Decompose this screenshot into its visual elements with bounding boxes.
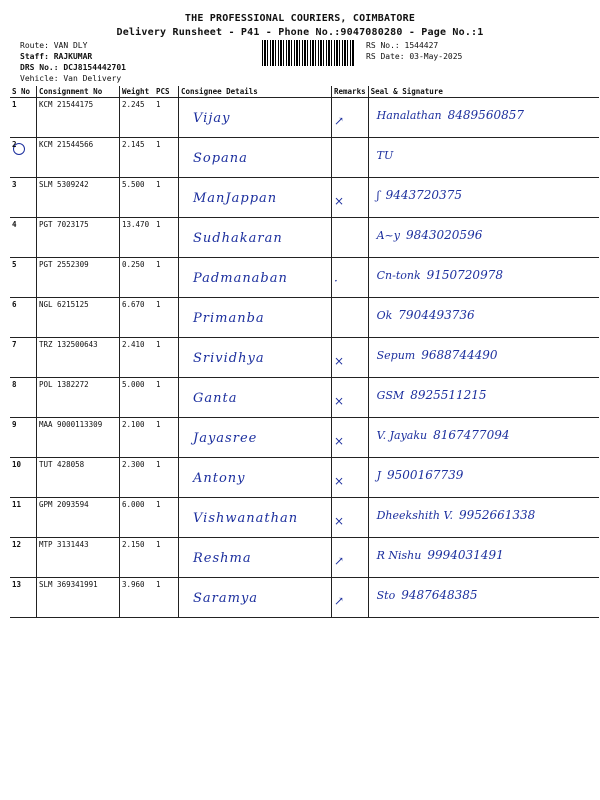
signature-text: GSM (376, 389, 405, 402)
consignee-cell (179, 578, 332, 618)
serial-number: 5 (10, 258, 37, 298)
signature-cell (368, 538, 599, 578)
signature-text: Sto (376, 589, 396, 602)
col-weight: Weight (120, 86, 155, 98)
serial-number: 2 (10, 138, 37, 178)
signature-cell (368, 578, 599, 618)
table-row (10, 538, 599, 578)
remarks-cell (332, 418, 369, 458)
signature-cell (368, 458, 599, 498)
weight-value: 6.670 (120, 298, 155, 338)
table-row (10, 338, 599, 378)
company-title: THE PROFESSIONAL COURIERS, COIMBATORE (184, 13, 416, 24)
signature-handwritten (377, 108, 597, 122)
pcs-value: 1 (154, 418, 179, 458)
remarks-cell (332, 218, 369, 258)
consignment-number: PGT 2552309 (37, 258, 120, 298)
signature-phone: 9500167739 (387, 468, 464, 482)
consignee-name-handwritten: Vishwanathan (193, 511, 299, 526)
staff-label: Staff: RAJKUMAR (20, 52, 93, 61)
signature-cell (368, 498, 599, 538)
consignment-number: POL 1382272 (37, 378, 120, 418)
pcs-value: 1 (154, 218, 179, 258)
consignment-number: SLM 5309242 (37, 178, 120, 218)
weight-value: 5.000 (120, 378, 155, 418)
signature-cell (368, 138, 599, 178)
consignee-cell (179, 218, 332, 258)
remark-mark: ↗ (334, 114, 345, 128)
signature-handwritten (377, 268, 597, 282)
consignee-name-handwritten: Sudhakaran (193, 231, 283, 246)
col-signature: Seal & Signature (368, 86, 599, 98)
consignee-name-handwritten: Sopana (193, 151, 248, 166)
consignee-cell (179, 458, 332, 498)
signature-handwritten (377, 188, 597, 202)
consignment-number: KCM 21544175 (37, 98, 120, 138)
consignee-cell (179, 298, 332, 338)
consignee-cell (179, 338, 332, 378)
serial-number: 6 (10, 298, 37, 338)
signature-handwritten (377, 348, 597, 362)
pcs-value: 1 (154, 378, 179, 418)
remarks-cell (332, 458, 369, 498)
signature-cell (368, 338, 599, 378)
signature-text: Ok (376, 309, 393, 322)
remark-mark: × (334, 474, 345, 488)
weight-value: 2.100 (120, 418, 155, 458)
signature-cell (368, 378, 599, 418)
pcs-value: 1 (154, 138, 179, 178)
remark-mark: × (334, 194, 345, 208)
table-row (10, 98, 599, 138)
serial-number: 3 (10, 178, 37, 218)
table-row (10, 458, 599, 498)
table-row (10, 498, 599, 538)
signature-text: Cn-tonk (376, 269, 421, 282)
weight-value: 3.960 (120, 578, 155, 618)
consignment-number: PGT 7023175 (37, 218, 120, 258)
signature-phone: 8489560857 (447, 108, 524, 122)
serial-number: 8 (10, 378, 37, 418)
consignee-name-handwritten: Vijay (193, 111, 231, 126)
consignee-cell (179, 418, 332, 458)
signature-text: A~y (376, 229, 400, 242)
remarks-cell (332, 138, 369, 178)
pcs-value: 1 (154, 338, 179, 378)
consignment-number: KCM 21544566 (37, 138, 120, 178)
consignment-number: TRZ 132500643 (37, 338, 120, 378)
rs-date: RS Date: 03-May-2025 (366, 52, 463, 61)
signature-cell (368, 418, 599, 458)
table-row (10, 578, 599, 618)
consignee-cell (179, 138, 332, 178)
signature-text: TU (376, 149, 394, 162)
signature-phone: 9443720375 (385, 188, 462, 202)
serial-number: 10 (10, 458, 37, 498)
signature-phone: 9952661338 (458, 508, 536, 522)
remark-mark: × (334, 394, 345, 408)
consignee-cell (179, 498, 332, 538)
runsheet-table (10, 86, 599, 618)
signature-cell (368, 218, 599, 258)
weight-value: 5.500 (120, 178, 155, 218)
consignee-name-handwritten: Antony (193, 471, 246, 486)
col-pcs: PCS (154, 86, 179, 98)
barcode (262, 40, 354, 66)
serial-number: 4 (10, 218, 37, 258)
consignee-name-handwritten: Padmanaban (193, 271, 288, 286)
consignee-name-handwritten: Jayasree (193, 431, 258, 446)
route-label: Route: VAN DLY (20, 41, 88, 50)
signature-text: Sepum (376, 349, 416, 362)
pcs-value: 1 (154, 578, 179, 618)
signature-handwritten (377, 508, 597, 522)
table-row (10, 418, 599, 458)
col-remarks: Remarks (332, 86, 369, 98)
consignee-name-handwritten: Ganta (193, 391, 238, 406)
signature-text: Hanalathan (376, 109, 442, 122)
signature-handwritten (377, 388, 597, 402)
signature-handwritten (377, 428, 597, 442)
remark-mark: × (334, 434, 345, 448)
col-sno: S No (10, 86, 37, 98)
signature-handwritten (377, 548, 597, 562)
signature-cell (368, 178, 599, 218)
remarks-cell (332, 378, 369, 418)
signature-handwritten (377, 308, 597, 322)
weight-value: 2.410 (120, 338, 155, 378)
table-row (10, 178, 599, 218)
pcs-value: 1 (154, 258, 179, 298)
weight-value: 13.470 (120, 218, 155, 258)
consignee-cell (179, 258, 332, 298)
serial-number: 12 (10, 538, 37, 578)
remarks-cell (332, 258, 369, 298)
pcs-value: 1 (154, 178, 179, 218)
consignee-cell (179, 378, 332, 418)
signature-phone: 9688744490 (421, 348, 498, 362)
consignment-number: NGL 6215125 (37, 298, 120, 338)
consignee-name-handwritten: ManJappan (193, 191, 278, 206)
remarks-cell (332, 538, 369, 578)
remark-mark: × (334, 514, 345, 528)
table-row (10, 298, 599, 338)
col-consignee: Consignee Details (179, 86, 332, 98)
remarks-cell (332, 578, 369, 618)
remark-mark: · (334, 274, 338, 288)
signature-text: R Nishu (376, 549, 422, 562)
signature-phone: 9843020596 (405, 228, 483, 242)
signature-handwritten (377, 148, 597, 162)
consignment-number: MAA 9000113309 (37, 418, 120, 458)
pcs-value: 1 (154, 458, 179, 498)
consignee-name-handwritten: Srividhya (193, 351, 265, 366)
runsheet-subtitle: Delivery Runsheet - P41 - Phone No.:9047080280 - Page No.:1 (116, 27, 484, 38)
vehicle-label: Vehicle: Van Delivery (20, 74, 122, 83)
weight-value: 6.000 (120, 498, 155, 538)
signature-phone: 9487648385 (401, 588, 478, 602)
consignee-cell (179, 538, 332, 578)
signature-text: J (376, 469, 382, 482)
consignment-number: SLM 369341991 (37, 578, 120, 618)
signature-phone: 9150720978 (426, 268, 503, 282)
rs-number: RS No.: 1544427 (366, 41, 439, 50)
weight-value: 0.250 (120, 258, 155, 298)
signature-phone: 9994031491 (427, 548, 504, 562)
consignee-name-handwritten: Reshma (193, 551, 252, 566)
consignee-cell (179, 98, 332, 138)
remarks-cell (332, 178, 369, 218)
signature-handwritten (377, 588, 597, 602)
weight-value: 2.145 (120, 138, 155, 178)
col-consignment: Consignment No (37, 86, 120, 98)
consignment-number: TUT 428058 (37, 458, 120, 498)
consignee-name-handwritten: Primanba (193, 311, 265, 326)
remarks-cell (332, 498, 369, 538)
signature-phone: 7904493736 (398, 308, 475, 322)
serial-number: 11 (10, 498, 37, 538)
serial-number: 7 (10, 338, 37, 378)
signature-cell (368, 298, 599, 338)
weight-value: 2.245 (120, 98, 155, 138)
table-row (10, 218, 599, 258)
serial-number: 13 (10, 578, 37, 618)
signature-handwritten (377, 468, 597, 482)
table-row (10, 378, 599, 418)
remarks-cell (332, 338, 369, 378)
signature-cell (368, 98, 599, 138)
weight-value: 2.150 (120, 538, 155, 578)
table-row (10, 138, 599, 178)
serial-number: 1 (10, 98, 37, 138)
consignee-name-handwritten: Saramya (193, 591, 259, 606)
pcs-value: 1 (154, 98, 179, 138)
table-row (10, 258, 599, 298)
pcs-value: 1 (154, 298, 179, 338)
remark-mark: ↗ (334, 554, 345, 568)
consignment-number: MTP 3131443 (37, 538, 120, 578)
signature-phone: 8167477094 (433, 428, 510, 442)
signature-cell (368, 258, 599, 298)
pcs-value: 1 (154, 538, 179, 578)
remark-mark: × (334, 354, 345, 368)
signature-handwritten (377, 228, 597, 242)
signature-text: ʃ (376, 189, 380, 202)
drs-label: DRS No.: DCJ8154442701 (20, 63, 126, 72)
signature-phone: 8925511215 (410, 388, 487, 402)
consignment-number: GPM 2093594 (37, 498, 120, 538)
remarks-cell (332, 298, 369, 338)
signature-text: Dheekshith V. (376, 509, 453, 522)
serial-number: 9 (10, 418, 37, 458)
pcs-value: 1 (154, 498, 179, 538)
signature-text: V. Jayaku (376, 429, 428, 442)
remark-mark: ↗ (334, 594, 345, 608)
consignee-cell (179, 178, 332, 218)
weight-value: 2.300 (120, 458, 155, 498)
remarks-cell (332, 98, 369, 138)
